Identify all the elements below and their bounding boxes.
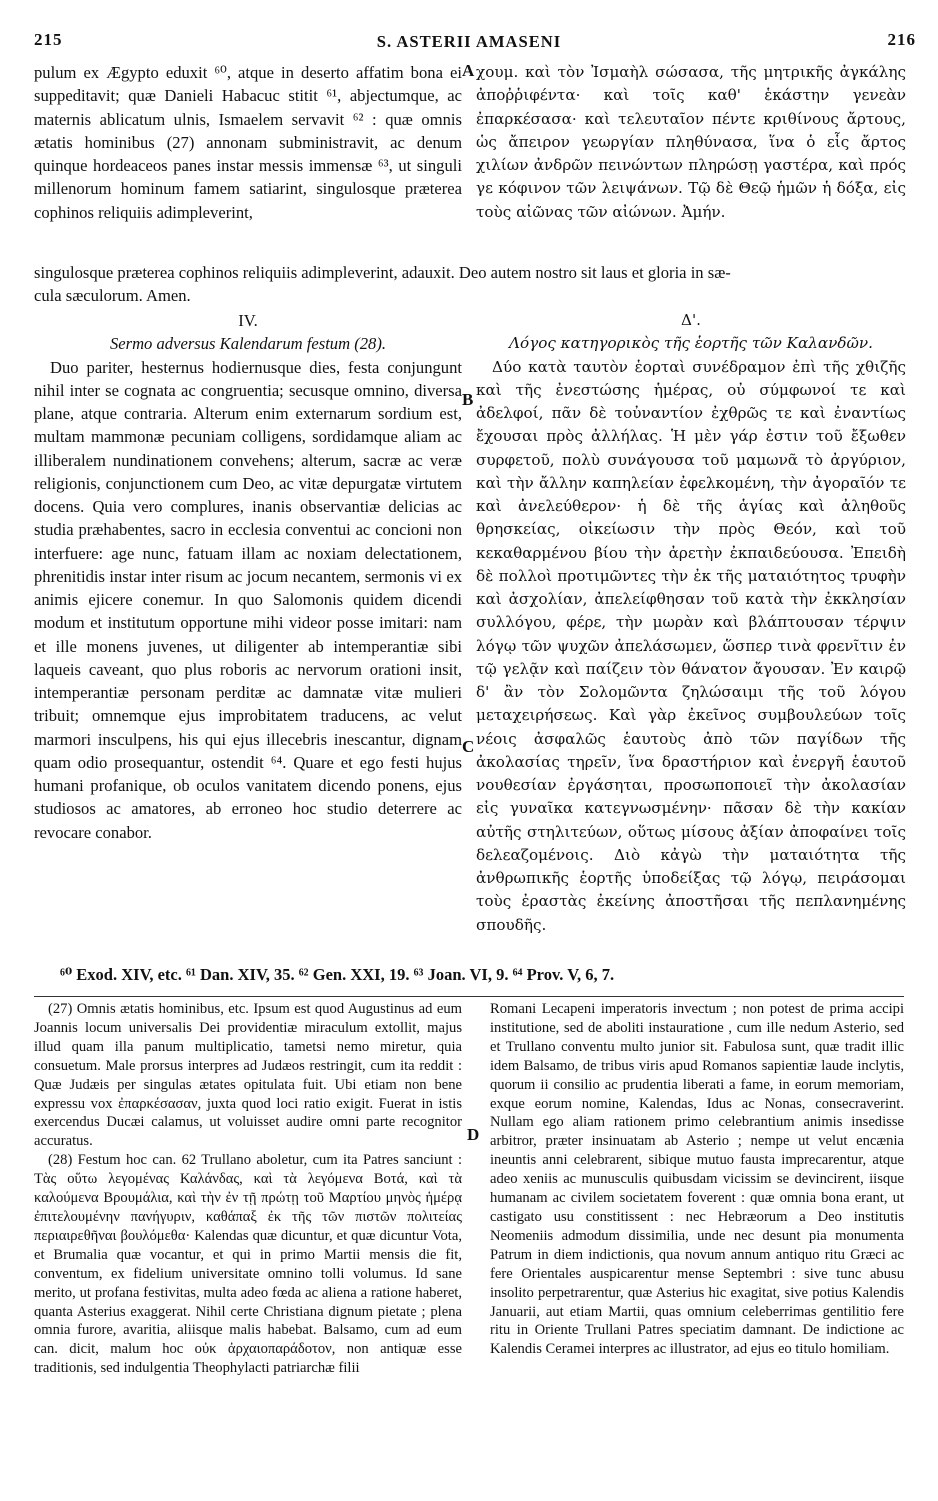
note-27: (27) Omnis ætatis hominibus, etc. Ipsum est quod Augustinus ad eum Joannis locum universalis Dei providentiæ miraculum extollit, majus illud quam illa panum multiplicatio, tametsi nemo miretur, quia consuetum. Male prorsus interpres ad Judæos restringit, cum ita reddit : Quæ Judæis per singulas ætates opitulata fuit. Ubi etiam non bene expressu vox ἐπαρκέσασαν, juxta quod loci ratio exigit. Fuerat in istis exercendus Ducæi calamus, ut voluisset audire omni parte recognitor accuratus. <box>34 1001 462 1150</box>
margin-letter-a: A <box>462 61 475 80</box>
note-28: (28) Festum hoc can. 62 Trullano aboletur, cum ita Patres sanciunt : Τὰς οὕτω λεγομένας Καλάνδας, καὶ τὰ λεγόμενα Βοτά, καὶ τὰ καλούμενα Βρουμάλια, καὶ τὴν ἐν τῇ πρώτῃ τοῦ Μαρτίου μηνὸς ἡμέρᾳ ἐπιτελουμένην πανήγυριν, καθάπαξ ἐκ τῆς τῶν πιστῶν πολιτείας περιαιρεθῆναι βουλόμεθα· Kalendas quæ dicuntur, et quæ dicuntur Vota, et Brumalia quæ vocantur, et qui in primo Martii mensis die fit, conventum, ex fidelium universitate omnino tolli volumus. Id sane merito, ut profana festivitas, multa adeo fœda ac aliena a ratione haberet, quanta Asterius exaggerat. Nihil certe Christiana dignum pietate ; plena omnia furore, avaritia, aliisque malis habebat. Balsamo, cum ad eum can. dicit, malum hoc οὐκ ἀρχαιοπαράδοτον, non antiquæ esse traditionis, sed indulgentia Theophylacti patriarchæ filii <box>34 1152 462 1377</box>
notes-right-column <box>490 1000 904 1359</box>
top-latin-text: pulum ex Ægypto eduxit ⁶⁰, atque in deserto affatim bona ei suppeditavit; quæ Danieli Habacuc stitit ⁶¹, abjectumque, ac maternis ablicatum ulnis, Ismaelem servavit ⁶² : quæ omnis ætatis hominibus (27) annonam subministravit, ac denum quinque hordeaceos panes instar messis immensæ ⁶³, ut singuli millenorum hominum famem satiarint, singulosque præterea cophinos reliquiis adimpleverint, <box>34 63 462 222</box>
greek-section-title: Λόγος κατηγορικὸς τῆς ἑορτῆς τῶν Καλανδῶν. <box>509 334 873 353</box>
margin-letter-c: C <box>462 737 475 756</box>
page-number-left: 215 <box>34 30 63 49</box>
notes-left-column <box>34 1000 462 1378</box>
footnotes: ⁶⁰ Exod. XIV, etc. ⁶¹ Dan. XIV, 35. ⁶² Gen. XXI, 19. ⁶³ Joan. VI, 9. ⁶⁴ Prov. V, 6, 7. <box>60 965 615 984</box>
margin-letter-b: B <box>462 390 474 409</box>
greek-body: Δύο κατὰ ταυτὸν ἑορταὶ συνέδραμον ἐπὶ τῆς χθιζῆς καὶ τῆς ἐνεστώσης ἡμέρας, οὐ σύμφωνοί τε καὶ ἀδελφοί, πᾶν δὲ τοὐναντίον ἐχθρῶς τε καὶ ἐναντίως ἔχουσαι πρὸς ἀλλήλας. Ἡ μὲν γάρ ἐστιν τοῦ ἔξωθεν συρφετοῦ, πολὺ συνάγουσα τοῦ μαμωνᾶ τὸ ἀργύριον, καὶ τὴν ἄλλην καπηλείαν ἐφελκομένη, τὴν ἀγοραῖόν τε καὶ ἀνελεύθερον· ἡ δὲ τῆς ἁγίας καὶ ἀληθοῦς θρησκείας, οἰκείωσιν τὴν πρὸς Θεόν, καὶ τοῦ κεκαθαρμένου βίου τὴν ἀρετὴν ἐκπαιδεύουσα. Ἐπειδὴ δὲ πολλοὶ προτιμῶντες τὴν ἐκ τῆς ματαιότητος τρυφὴν καὶ ἀσχολίαν, ἀπελείφθησαν τοῦ κατὰ τὴν ἐκκλησίαν συλλόγου, φέρε, τὴν μωρὰν καὶ βλάπτουσαν τέρψιν λόγῳ τῶν ψυχῶν ἀπελάσωμεν, ὥσπερ τινὰ φρενῖτιν ἐν τῷ γελᾷν καὶ παίζειν τὸν θάνατον ἄγουσαν. Ἐν καιρῷ δ' ἂν τὸν Σολομῶντα ζηλώσαιμι τῆς τοῦ λόγου μεταχειρήσεως. Καὶ γὰρ ἐκεῖνος συμβουλεύων τοῖς νέοις ἀσφαλῶς ἑαυτοὺς ἀπὸ τῶν παγίδων τῆς ἀκολασίας τηρεῖν, ἵνα δραστήριον καὶ ἐνεργῆ ἑαυτοῦ νουθεσίαν ἐργάσηται, προσωποποιεῖ τὴν ἀκολασίαν εἰς γυναῖκα κατεγνωσμένην· πᾶσαν δὲ τὴν κακίαν αὐτῆς στηλιτεύων, οὕτως μίσους ἀξίαν ἀποφαίνει τοῖς δελεαζομένοις. Διὸ κἀγὼ τὴν ματαιότητα τῆς ἀνθρωπικῆς ἑορτῆς ὑποδείξας τῷ λόγῳ, πειράσομαι τοὺς ἐραστὰς ἐκείνης ἀποστῆσαι τῆς πεπλανημένης σπουδῆς. <box>476 357 906 934</box>
latin-section-title: Sermo adversus Kalendarum festum (28). <box>109 334 387 354</box>
bridge-line-end: cula sæculorum. Amen. <box>34 286 191 305</box>
top-greek-block <box>476 61 906 271</box>
margin-letter-d: D <box>467 1125 480 1144</box>
note-28-continued: Romani Lecapeni imperatoris invectum ; non potest de prima accipi institutione, sed de aboliti instauratione , cum ille nedum Asterio, sed et Trullano conventu multo junior sit. Fabulosa sunt, quæ tradit illic idem Balsamo, de tribus viris apud Romanos sapientiæ laude inclytis, quorum ii consilio ac prudentia liberati a fame, in eorum memoriam, exque eorum nomine, Kalendas, Idus ac Nonas, consecraverint. Nullam ego aliam rationem primo celebrantium animis insedisse arbitror, præter insinuatam ab Asterio ; nempe ut velut encænia ineuntis anni celebrarent, sibique mutuo fausta imprecarentur, atque adeo xeniis ac munusculis quibusdam vicissim se devincirent, iisque humanam ac civilem societatem foverent : quæ omnia bona erant, ut castigato usu constitissent : nec Hebræorum a Deo institutis Neomeniis admodum dissimilia, unde nec desunt pia monumenta Patrum in diem indictionis, qua novum annum antiquo ritu Græci ac fere Orientales auspicarentur mense Septembri : sive tunc abusu insolito perpetrarentur, quæ Asterius hic exagitat, sive potius Kalendis Januarii, aut etiam Martii, quas omnium celeberrimas gentilitio fere ritu in Oriente Trullani Patres speciatim damnant. De indictione ac Kalendis Ceramei interpres ac illustrator, ad ejus eo titulo homiliam. <box>490 1001 904 1358</box>
latin-column <box>34 309 462 960</box>
top-latin-block <box>34 61 462 247</box>
greek-column <box>476 309 906 934</box>
running-title: S. ASTERII AMASENI <box>376 32 562 51</box>
page-number-right: 216 <box>887 30 916 49</box>
latin-section-number: IV. <box>238 311 258 330</box>
notes-divider <box>34 996 904 997</box>
top-greek-text: χουμ. καὶ τὸν Ἰσμαὴλ σώσασα, τῆς μητρικῆς ἀγκάλης ἀποῤῥιφέντα· καὶ τοῖς καθ' ἑκάστην γενεὰν ἐπαρκέσασα· καὶ τελευταῖον πέντε κριθίνους ἄρτους, ὡς ἄπειρον γεωργίαν πληθύνασα, ἵνα ὁ εἷς ἄρτος χιλίων ἀνδρῶν πεινώντων πληρώσῃ γαστέρα, καὶ πρός γε κόφινον τῶν λειψάνων. Τῷ δὲ Θεῷ ἡμῶν ἡ δόξα, εἰς τοὺς αἰῶνας τῶν αἰώνων. Ἀμήν. <box>476 63 906 221</box>
greek-section-number: Δ'. <box>681 311 701 329</box>
latin-body: Duo pariter, hesternus hodiernusque dies, festa conjungunt nihil inter se cognata ac congruentia; secusque omnino, diversa plane, atque contraria. Alterum enim externarum sordium est, multam mammonæ pecuniam colligens, sordidamque aliam ac illiberalem nundinationem convehens; alterum, sacræ ac veræ religionis, conjunctionem cum Deo, ac vitæ depurgatæ virtutem docens. Quia vero complures, inanis observantiæ delicias ac studia præhabentes, sacro in ecclesia conventui ac concioni non interfuere: age nunc, fatuam illam ac noxiam delectationem, phrenitidis instar inter risum ac jocum necantem, sermonis vi ex animis ejicere conemur. In quo Salomonis quidem dicendi modum et institutum opportune mihi videor posse imitari: nam et ille monens juvenes, ut diligenter ab intemperantiæ sibi laqueis caveant, quo plus roboris ac nervorum orationi insit, intemperantiæ personam perditæ ac damnatæ vitæ mulieri tribuit; omnemque ejus improbitatem traducens, ac velut marmori insculpens, his qui ejus illecebris inescantur, dignam quam odio prosequantur, ostendit ⁶⁴. Quare et ego festi hujus humani profanique, ob oculos vanitatem dicendo ponens, ejus studiosos ac amatores, ab erroneo hoc studio deterrere ac revocare conabor. <box>34 357 462 842</box>
bridge-line: singulosque præterea cophinos reliquiis adimpleverint, adauxit. Deo autem nostro sit laus et gloria in sæ- <box>34 263 731 282</box>
